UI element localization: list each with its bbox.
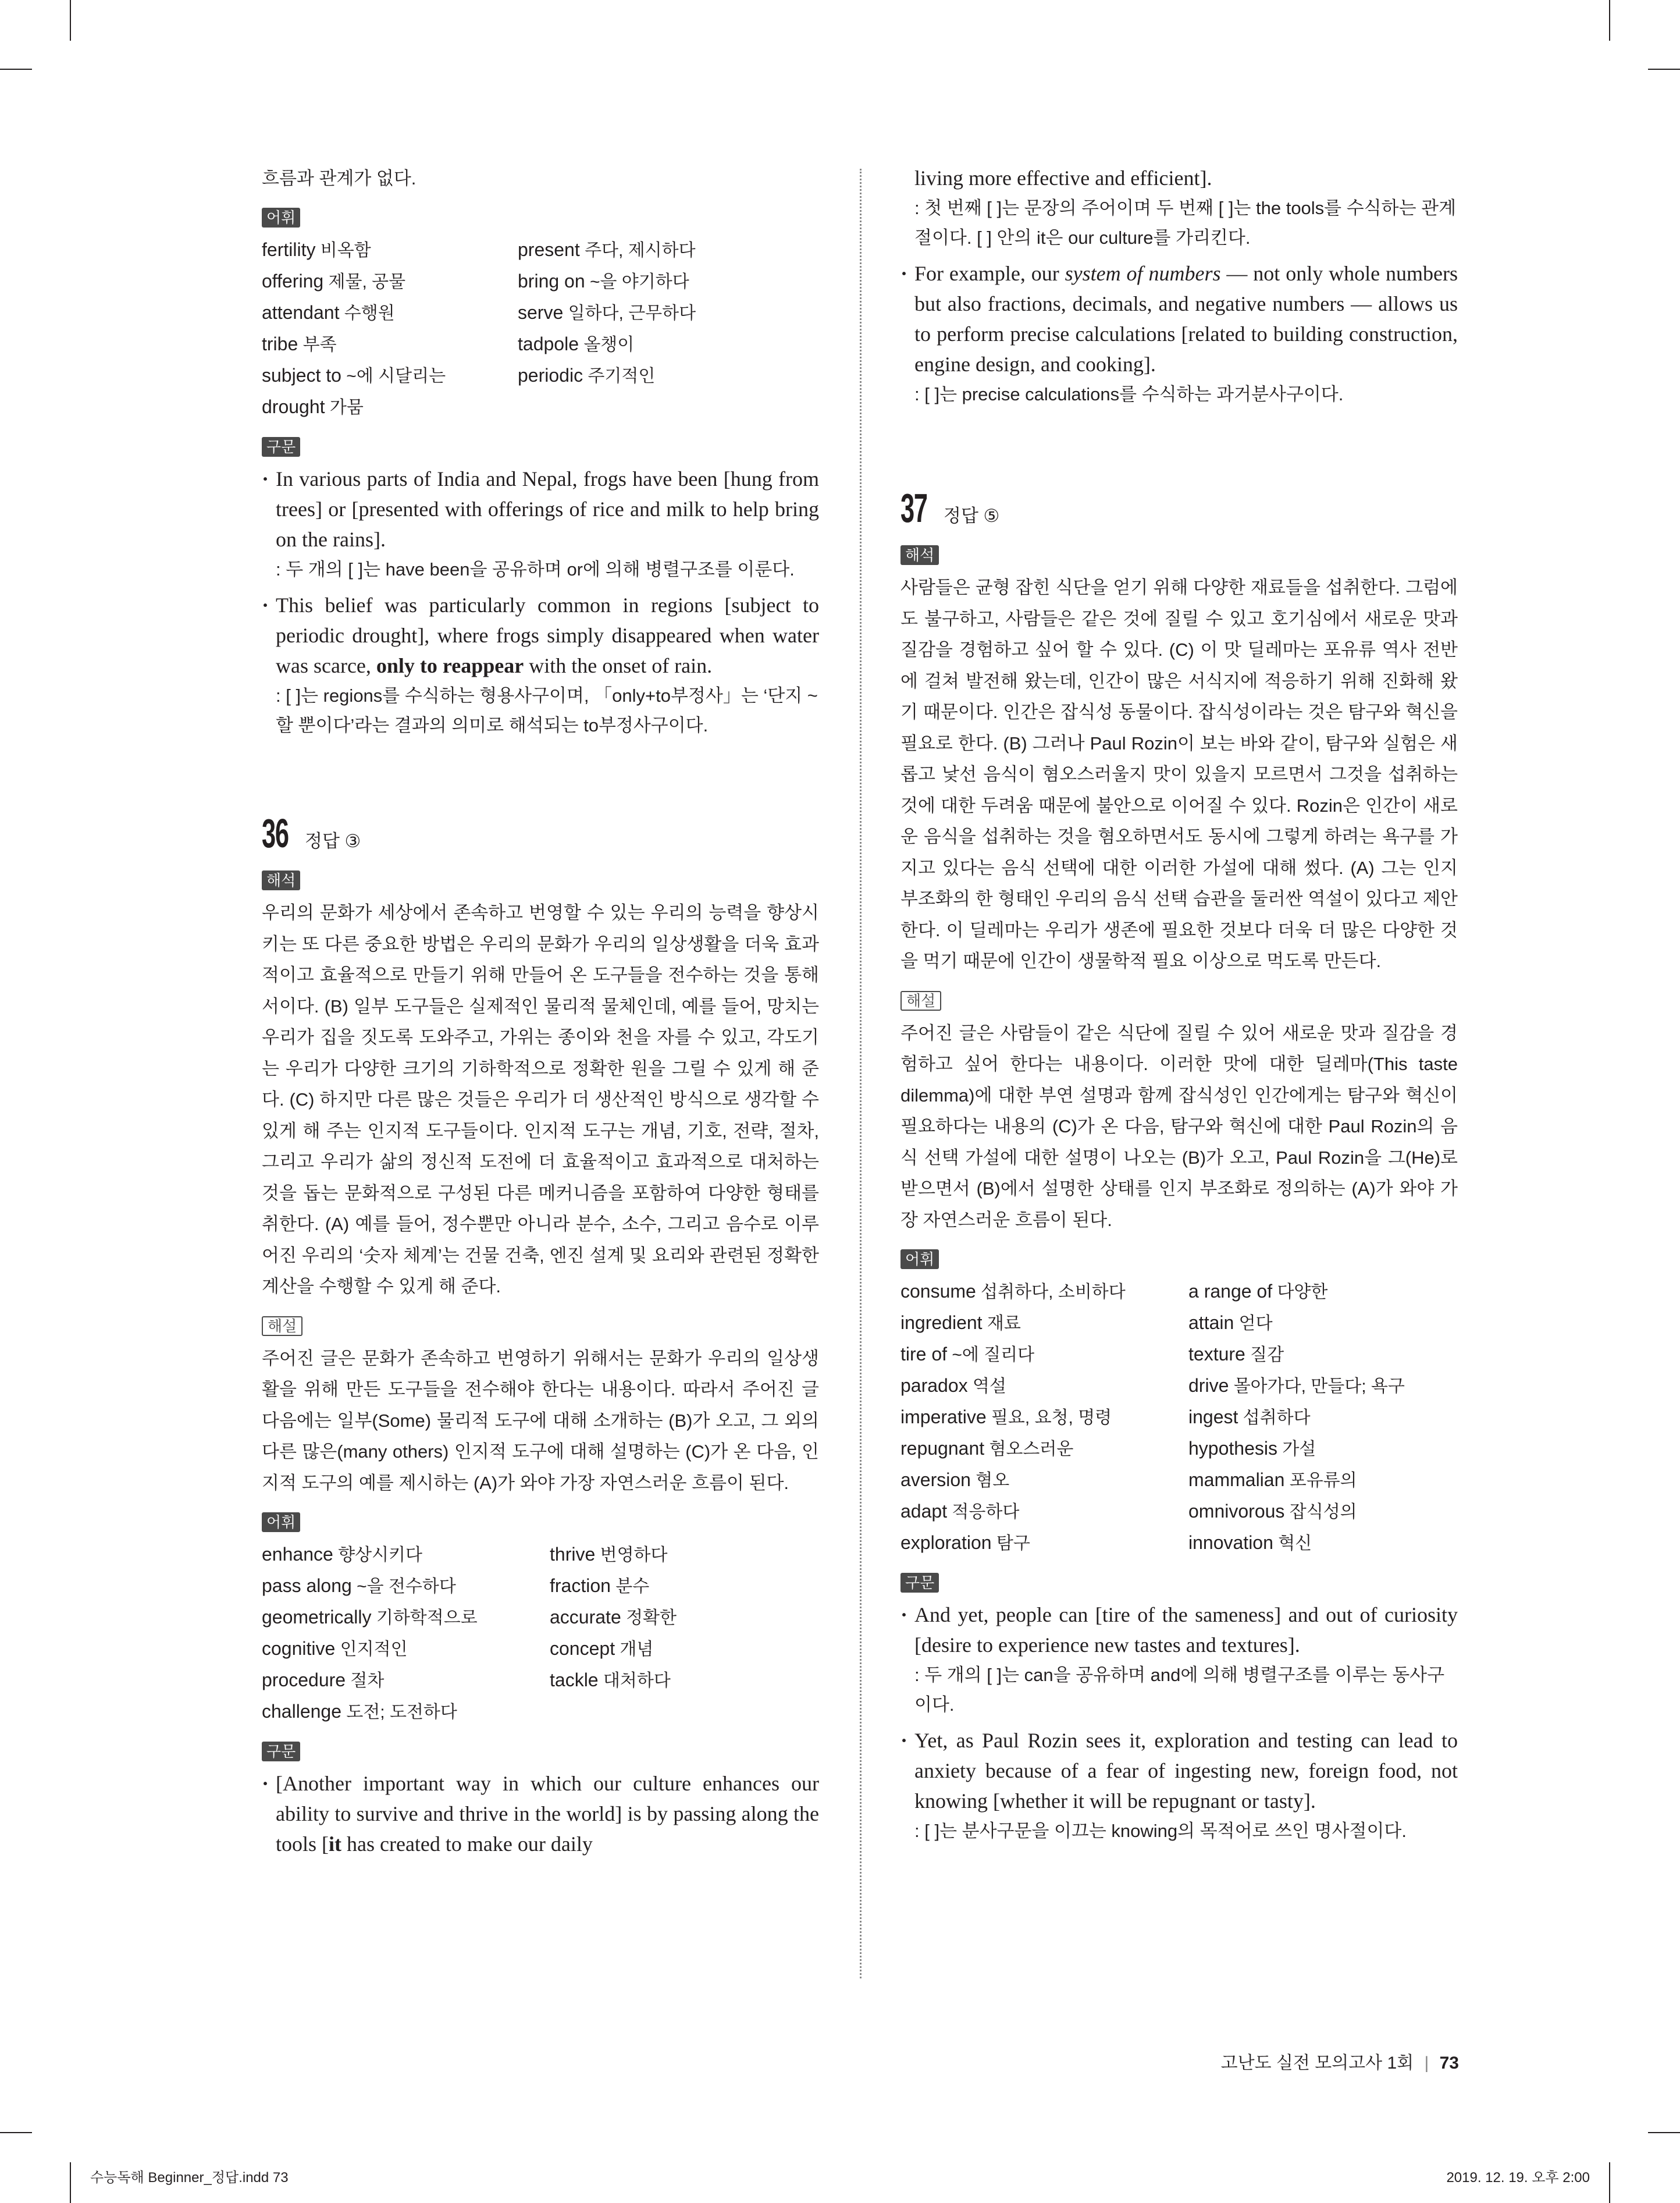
syntax-note: : [ ]는 분사구문을 이끄는 knowing의 목적어로 쓰인 명사절이다. xyxy=(914,1821,1407,1841)
crop-mark xyxy=(0,69,32,70)
syntax-tag: 구문 xyxy=(900,1573,939,1593)
slug-file: 수능독해 Beginner_정답.indd 73 xyxy=(90,2170,289,2186)
vocab-entry: cognitive 인지적인 xyxy=(262,1638,408,1659)
continued-sentence: living more effective and efficient]. xyxy=(914,166,1212,190)
question-header xyxy=(262,810,819,857)
explanation-text: 주어진 글은 사람들이 같은 식단에 질릴 수 있어 새로운 맛과 질감을 경험하고 싶어 한다는 내용이다. 이러한 맛에 대한 딜레마(This taste dilemma)에 대한 부연 설명과 함께 잡식성인 인간에게는 탐구와 혁신이 필요하다는 내용의 (C)가 온 다음, 탐구와 혁신에 대한 Paul Rozin의 음식 선택 가설에 대한 설명이 나오는 (B)가 오고, Paul Rozin을 그(He)로 받으면서 (B)에서 설명한 상태를 인지 부조화로 정의하는 (A)가 와야 가장 자연스러운 흐름이 된다. xyxy=(900,1022,1458,1230)
vocab-tag: 어휘 xyxy=(262,208,300,228)
vocab-entry xyxy=(550,1696,817,1728)
vocab-tag: 어휘 xyxy=(900,1249,939,1269)
translation-text: 사람들은 균형 잡힌 식단을 얻기 위해 다양한 재료들을 섭취한다. 그럼에도 불구하고, 사람들은 같은 것에 질릴 수 있고 호기심에서 새로운 맛과 질감을 경험하고 싶어 할 수 있다. (C) 이 맛 딜레마는 포유류 역사 전반에 걸쳐 발전해 왔는데, 인간이 많은 서식지에 적응하기 위해 진화해 왔기 때문이다. 인간은 잡식성 동물이다. 잡식성이라는 것은 탐구와 혁신을 필요로 한다. (B) 그러나 Paul Rozin이 보는 바와 같이, 탐구와 실험은 새롭고 낯선 음식이 혐오스러울지 맛이 있을지 모르면서 그것을 섭취하는 것에 대한 두려움 때문에 불안으로 이어질 수 있다. Rozin은 인간이 새로운 음식을 섭취하는 것을 혐오하면서도 동시에 그렇게 하려는 욕구를 가지고 있다는 음식 선택에 대한 이러한 가설에 대해 썼다. (A) 그는 인지 부조화의 한 형태인 우리의 음식 선택 습관을 둘러싼 역설이 있다고 제안한다. 이 딜레마는 우리가 생존에 필요한 것보다 더욱 더 많은 다양한 것을 먹기 때문에 인간이 생물학적 필요 이상으로 먹도록 만든다. xyxy=(900,577,1458,971)
vocab-entry: concept 개념 xyxy=(550,1638,654,1659)
crop-mark xyxy=(1648,69,1680,70)
syntax-tag: 구문 xyxy=(262,1742,300,1761)
syntax-note: : [ ]는 precise calculations를 수식하는 과거분사구이다. xyxy=(914,384,1344,404)
vocab-entry: geometrically 기하학적으로 xyxy=(262,1607,478,1628)
page-footer: 고난도 실전 모의고사 1회 | 73 xyxy=(1220,2053,1459,2073)
translation-tag: 해석 xyxy=(900,545,939,565)
translation-text: 우리의 문화가 세상에서 존속하고 번영할 수 있는 우리의 능력을 향상시키는 또 다른 중요한 방법은 우리의 문화가 우리의 일상생활을 더욱 효과적이고 효율적으로 만들기 위해 만들어 온 도구들을 전수하는 것을 통해서이다. (B) 일부 도구들은 실제적인 물리적 물체인데, 예를 들어, 망치는 우리가 집을 짓도록 도와주고, 가위는 종이와 천을 자를 수 있고, 각도기는 우리가 다양한 크기의 기하학적으로 정확한 원을 그릴 수 있게 해 준다. (C) 하지만 다른 많은 것들은 우리가 더 생산적인 방식으로 생각할 수 있게 해 주는 인지적 도구들이다. 인지적 도구는 개념, 기호, 전략, 절차, 그리고 우리가 삶의 정신적 도전에 더 효율적이고 효과적으로 대처하는 것을 돕는 문화적으로 구성된 다른 메커니즘을 포함하여 다양한 형태를 취한다. (A) 예를 들어, 정수뿐만 아니라 분수, 소수, 그리고 음수로 이루어진 우리의 ‘숫자 체계’는 건물 건축, 엔진 설계 및 요리와 관련된 정확한 계산을 수행할 수 있게 해 준다. xyxy=(262,902,819,1296)
syntax-sentence: · This belief was particularly common in regions [subject to periodic drought], where frogs simply disappeared when water was scarce, only to reappear with the onset of rain. xyxy=(262,590,819,681)
vocab-entry: omnivorous 잡식성의 xyxy=(1188,1501,1357,1522)
question-number: 36 xyxy=(262,811,289,856)
vocab-entry: procedure 절차 xyxy=(262,1669,385,1690)
syntax-note: : 두 개의 [ ]는 can을 공유하며 and에 의해 병렬구조를 이루는 동사구이다. xyxy=(914,1665,1445,1715)
vocab-entry: hypothesis 가설 xyxy=(1188,1438,1316,1459)
syntax-note: : 두 개의 [ ]는 have been을 공유하며 or에 의해 병렬구조를 이룬다. xyxy=(276,559,795,580)
vocab-entry: mammalian 포유류의 xyxy=(1188,1469,1357,1490)
vocab-entry: fraction 분수 xyxy=(550,1575,650,1596)
syntax-note: : [ ]는 regions를 수식하는 형용사구이며, 「only+to부정사」는 ‘단지 ~할 뿐이다’라는 결과의 의미로 해석되는 to부정사구이다. xyxy=(276,685,818,735)
vocab-entry: present 주다, 제시하다 xyxy=(518,239,696,260)
vocab-entry: drive 몰아가다, 만들다; 욕구 xyxy=(1188,1375,1405,1396)
vocab-entry: accurate 정확한 xyxy=(550,1607,677,1628)
crop-mark xyxy=(70,0,71,41)
vocab-entry: tribe 부족 xyxy=(262,333,337,354)
vocab-entry: aversion 혐오 xyxy=(900,1469,1010,1490)
syntax-sentence: · Yet, as Paul Rozin sees it, exploration and testing can lead to anxiety because of a fear of ingesting new, foreign food, not knowing [whether it will be repugnant or tasty]. xyxy=(900,1725,1458,1816)
explanation-tag: 해설 xyxy=(900,991,941,1011)
vocab-list xyxy=(262,234,819,423)
vocab-entry: serve 일하다, 근무하다 xyxy=(518,302,696,323)
vocab-list xyxy=(262,1539,819,1728)
vocab-entry: innovation 혁신 xyxy=(1188,1532,1312,1553)
continued-text: 흐름과 관계가 없다. xyxy=(262,168,417,189)
vocab-entry: exploration 탐구 xyxy=(900,1532,1030,1553)
page-number: 73 xyxy=(1439,2053,1459,2073)
vocab-entry: a range of 다양한 xyxy=(1188,1281,1328,1302)
column-divider xyxy=(860,169,862,1978)
syntax-note: : 첫 번째 [ ]는 문장의 주어이며 두 번째 [ ]는 the tools를 수식하는 관계절이다. [ ] 안의 it은 our culture를 가리킨다. xyxy=(914,198,1457,248)
vocab-entry: enhance 향상시키다 xyxy=(262,1544,423,1565)
vocab-entry: tire of ~에 질리다 xyxy=(900,1344,1035,1365)
vocab-entry: bring on ~을 야기하다 xyxy=(518,271,689,292)
vocab-list xyxy=(900,1276,1458,1559)
vocab-entry: offering 제물, 공물 xyxy=(262,271,406,292)
crop-mark xyxy=(1648,2132,1680,2133)
syntax-sentence: · And yet, people can [tire of the sameness] and out of curiosity [desire to experience new tastes and textures]. xyxy=(900,1600,1458,1660)
translation-tag: 해석 xyxy=(262,870,300,890)
vocab-entry: texture 질감 xyxy=(1188,1344,1284,1365)
right-column xyxy=(900,163,1458,1852)
syntax-sentence: · In various parts of India and Nepal, frogs have been [hung from trees] or [presented with offerings of rice and milk to help bring on the rains]. xyxy=(262,464,819,555)
syntax-sentence: · [Another important way in which our culture enhances our ability to survive and thrive in the world] is by passing along the tools [it has created to make our daily xyxy=(262,1768,819,1859)
vocab-entry: pass along ~을 전수하다 xyxy=(262,1575,456,1596)
syntax-tag: 구문 xyxy=(262,437,300,457)
vocab-entry: attain 얻다 xyxy=(1188,1312,1273,1333)
vocab-entry: paradox 역설 xyxy=(900,1375,1006,1396)
crop-mark xyxy=(1609,0,1610,41)
crop-mark xyxy=(1609,2162,1610,2203)
explanation-text: 주어진 글은 문화가 존속하고 번영하기 위해서는 문화가 우리의 일상생활을 위해 만든 도구들을 전수해야 한다는 내용이다. 따라서 주어진 글 다음에는 일부(Some) 물리적 도구에 대해 소개하는 (B)가 오고, 그 외의 다른 많은(many others) 인지적 도구에 대해 설명하는 (C)가 온 다음, 인지적 도구의 예를 제시하는 (A)가 와야 가장 자연스러운 흐름이 된다. xyxy=(262,1348,819,1493)
footer-title: 고난도 실전 모의고사 1회 xyxy=(1220,2053,1414,2073)
question-header xyxy=(900,485,1458,531)
vocab-entry: ingest 섭취하다 xyxy=(1188,1406,1311,1427)
vocab-entry: thrive 번영하다 xyxy=(550,1544,668,1565)
answer-label: 정답 ⑤ xyxy=(944,506,1000,526)
vocab-entry: adapt 적응하다 xyxy=(900,1501,1020,1522)
vocab-entry: periodic 주기적인 xyxy=(518,365,656,386)
vocab-entry: fertility 비옥함 xyxy=(262,239,371,260)
vocab-entry: consume 섭취하다, 소비하다 xyxy=(900,1281,1126,1302)
vocab-entry: subject to ~에 시달리는 xyxy=(262,365,446,386)
crop-mark xyxy=(0,2132,32,2133)
explanation-tag: 해설 xyxy=(262,1316,302,1336)
vocab-entry: attendant 수행원 xyxy=(262,302,395,323)
vocab-entry: ingredient 재료 xyxy=(900,1312,1021,1333)
vocab-entry: challenge 도전; 도전하다 xyxy=(262,1701,457,1722)
vocab-entry xyxy=(518,392,809,423)
answer-label: 정답 ③ xyxy=(305,831,361,851)
vocab-tag: 어휘 xyxy=(262,1512,300,1532)
syntax-sentence: · For example, our system of numbers — not only whole numbers but also fractions, decimals, and negative numbers — allows us to perform precise calculations [related to building construction, engine design, and cooking]. xyxy=(900,258,1458,379)
vocab-entry: drought 가뭄 xyxy=(262,396,364,417)
vocab-entry: repugnant 혐오스러운 xyxy=(900,1438,1074,1459)
question-number: 37 xyxy=(900,485,927,531)
vocab-entry: tackle 대처하다 xyxy=(550,1669,671,1690)
crop-mark xyxy=(70,2162,71,2203)
vocab-entry: tadpole 올챙이 xyxy=(518,333,635,354)
slug-date: 2019. 12. 19. 오후 2:00 xyxy=(1446,2170,1590,2186)
vocab-entry: imperative 필요, 요청, 명령 xyxy=(900,1406,1112,1427)
left-column xyxy=(262,163,819,1859)
